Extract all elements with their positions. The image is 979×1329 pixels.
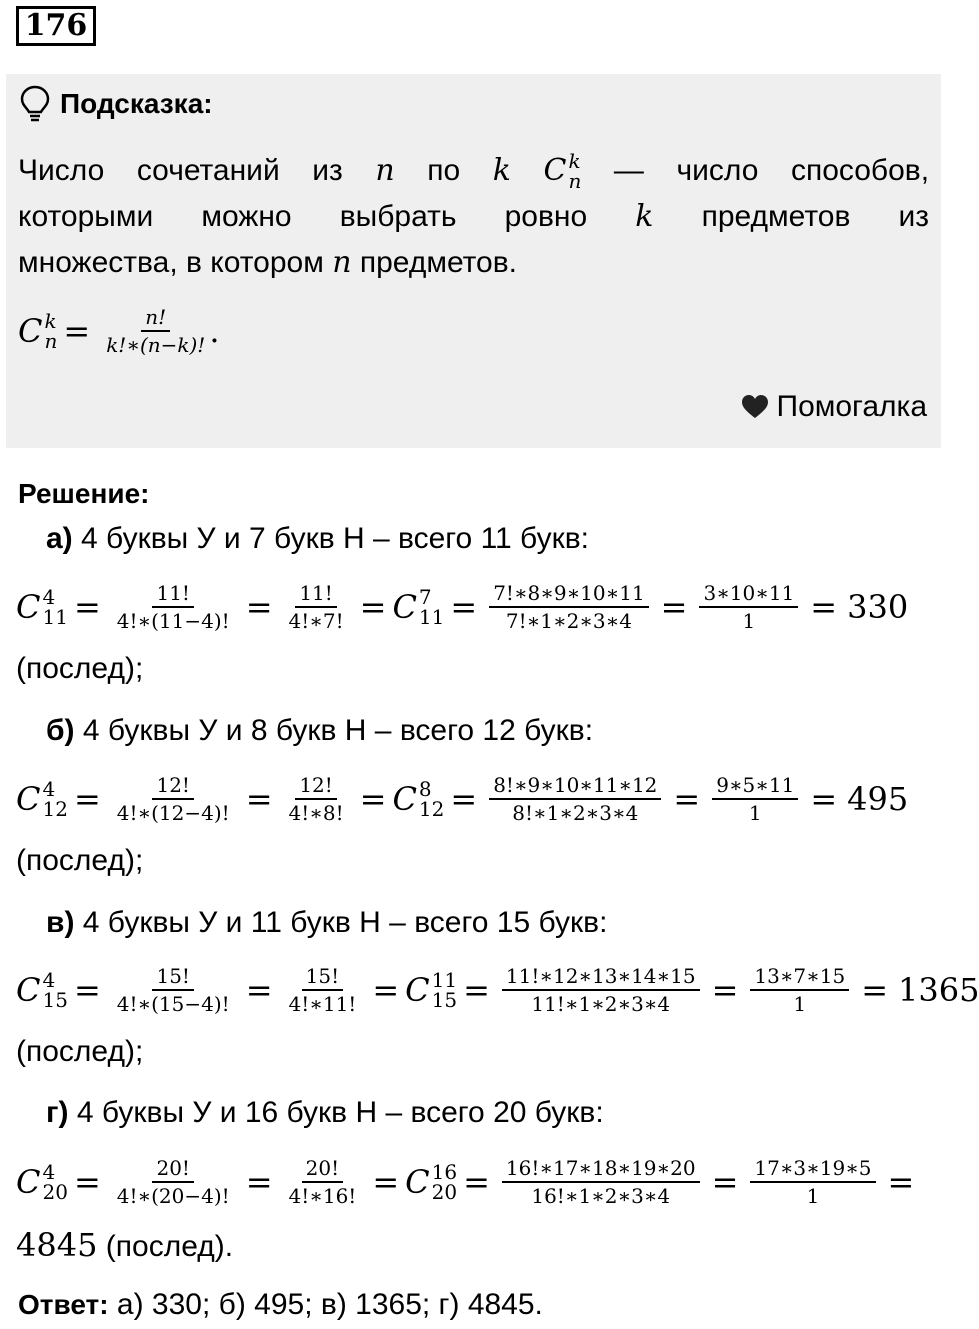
hint-line-2: которыми можно выбрать ровно k предметов из xyxy=(18,199,930,234)
solution-heading: Решение: xyxy=(18,478,150,509)
item-b-text: б) 4 буквы У и 8 букв Н – всего 12 букв: xyxy=(46,714,594,747)
item-b-formula: C 4 12 = $\frac{12!}{4!∗(12-4)!}$ = $\frac{12!}{4!∗8!}$ = C 8 12 = $\frac{8!∗9∗10∗11∗12}{8!∗1∗2∗3∗4}$ = $\frac{9∗5∗11}{1}$ = 495 xyxy=(16,773,909,825)
hint-box xyxy=(6,74,941,448)
item-c-formula: C 4 15 = $\frac{15!}{4!∗(15-4)!}$ = $\frac{15!}{4!∗11!}$ = C 11 15 = $\frac{11!∗12∗13∗14∗15}{11!∗1∗2∗3∗4}$ = $\frac{13∗7∗15}{1}$ = 1365 xyxy=(16,964,979,1016)
item-d-after: 4845 (послед). xyxy=(16,1226,234,1264)
hint-line-3: множества, в котором n предметов. xyxy=(18,245,517,280)
item-d-formula: C 4 20 = $\frac{20!}{4!∗(20-4)!}$ = $\frac{20!}{4!∗16!}$ = C 16 20 = $\frac{16!∗17∗18∗19∗20}{16!∗1∗2∗3∗4}$ = $\frac{17∗3∗19∗5}{1}$ = xyxy=(16,1156,915,1208)
heart-icon xyxy=(741,394,769,420)
item-c-text: в) 4 буквы У и 11 букв Н – всего 15 букв: xyxy=(46,906,608,939)
item-a-formula: C 4 11 = $\frac{11!}{4!∗(11-4)!}$ = $\frac{11!}{4!∗7!}$ = C 7 11 = $\frac{7!∗8∗9∗10∗11}{7!∗1∗2∗3∗4}$ = $\frac{3∗10∗11}{1}$ = 330 xyxy=(16,581,909,633)
item-c-after: (послед); xyxy=(16,1035,144,1068)
item-b-after: (послед); xyxy=(16,844,144,877)
lightbulb-icon xyxy=(20,85,50,123)
item-a-text: а) 4 буквы У и 7 букв Н – всего 11 букв: xyxy=(46,522,589,555)
item-d-text: г) 4 буквы У и 16 букв Н – всего 20 букв: xyxy=(46,1096,604,1129)
source-credit: Помогалка xyxy=(741,390,928,424)
hint-formula: C k n = $\frac{n!}{k!∗(n-k)!}$ . xyxy=(18,305,220,357)
hint-line-1: Число сочетаний из n по k C k n — число способов, xyxy=(18,149,930,193)
item-a-after: (послед); xyxy=(16,652,144,685)
hint-header xyxy=(20,84,213,124)
answer: Ответ: а) 330; б) 495; в) 1365; г) 4845. xyxy=(18,1288,543,1321)
task-number: 176 xyxy=(16,6,96,46)
hint-title: Подсказка: xyxy=(60,88,213,119)
